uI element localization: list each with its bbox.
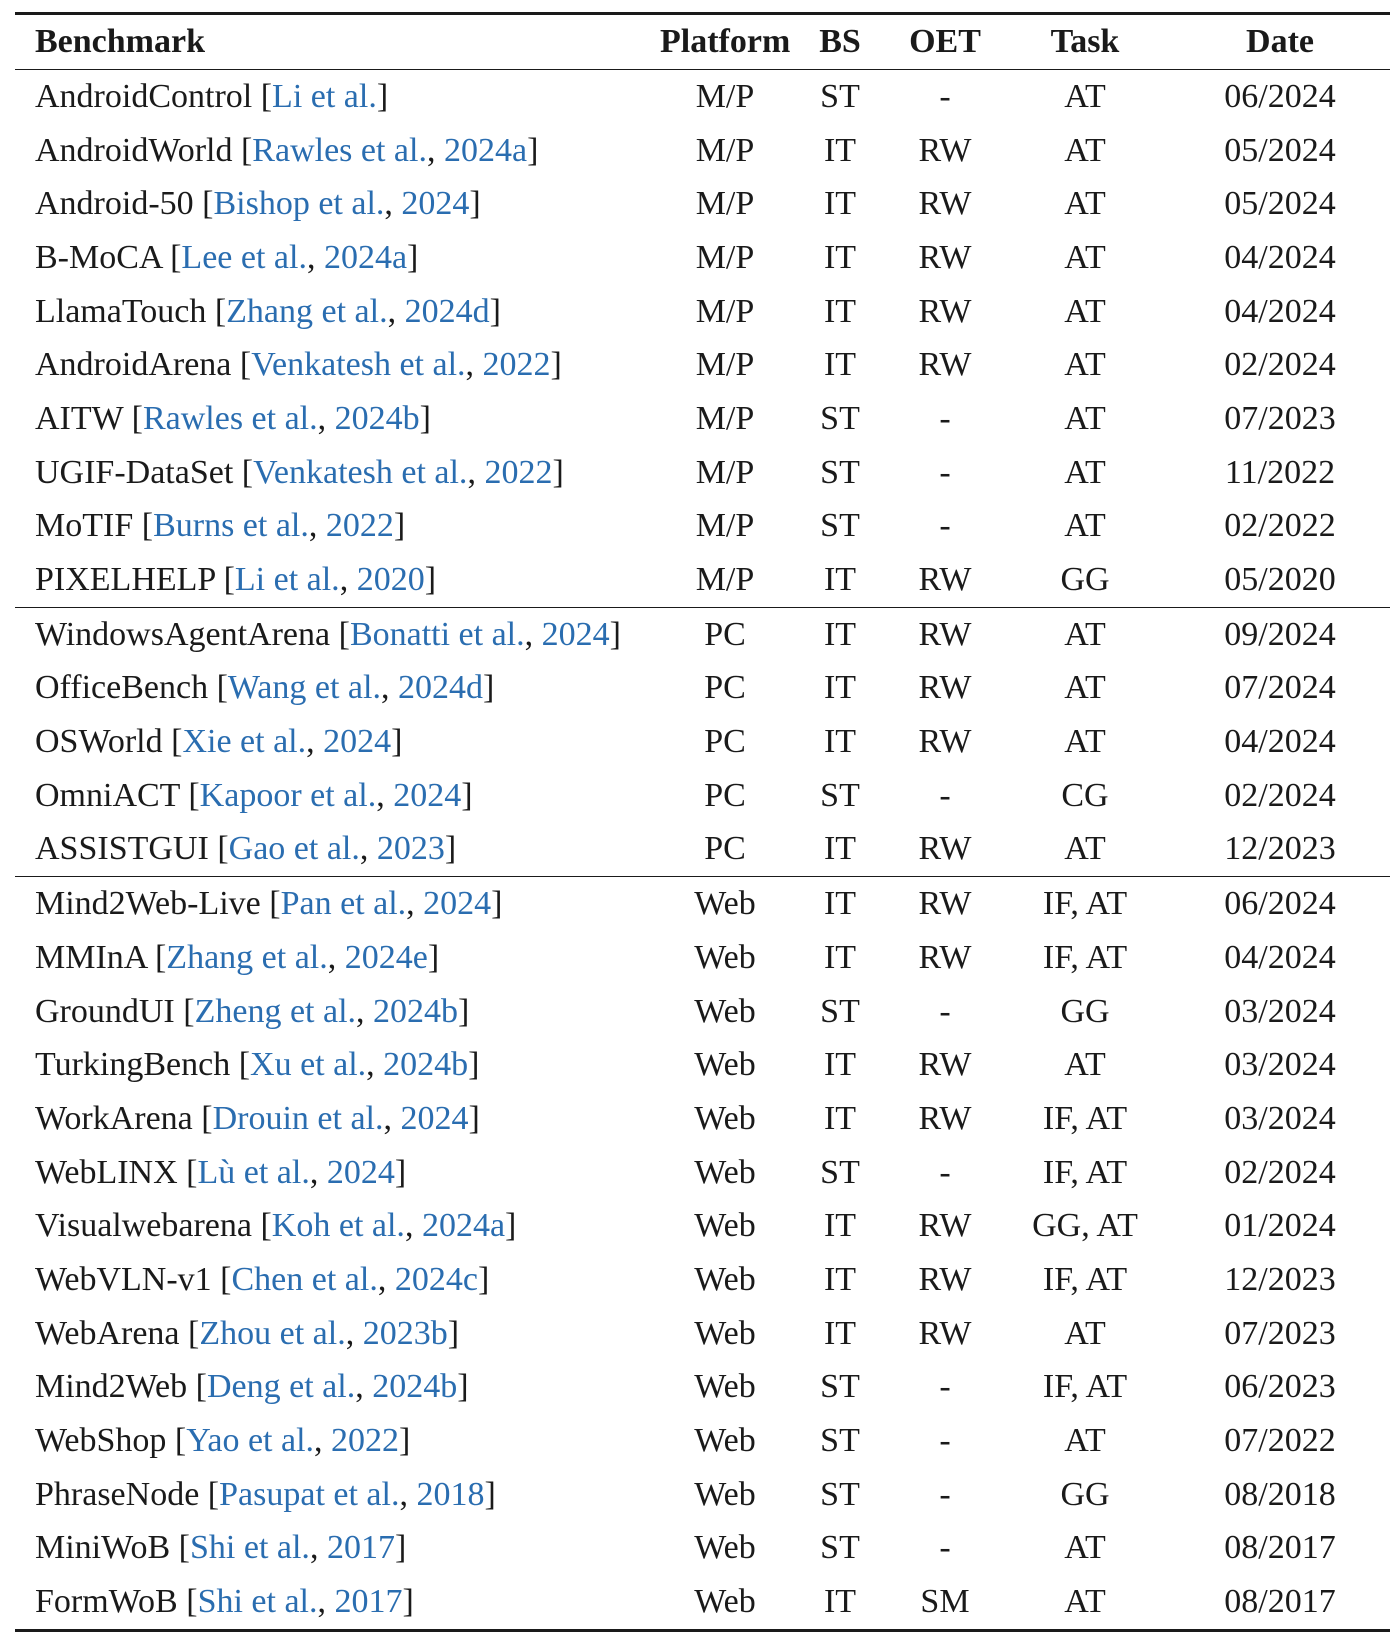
oet-cell: SM xyxy=(890,1575,1000,1630)
date-cell: 07/2024 xyxy=(1224,669,1336,707)
benchmark-name: LlamaTouch xyxy=(35,292,207,330)
bs-cell: ST xyxy=(820,77,860,115)
platform-cell: M/P xyxy=(695,346,755,384)
platform-cell: Web xyxy=(660,1575,790,1630)
table-row xyxy=(15,70,1390,124)
benchmark-name: WebShop xyxy=(35,1422,167,1460)
date-cell: 03/2024 xyxy=(1224,1099,1336,1137)
task-cell: GG xyxy=(1060,1475,1110,1513)
table-row xyxy=(15,662,1390,716)
task-cell: IF, AT xyxy=(1042,938,1128,976)
benchmark-name: PIXELHELP xyxy=(35,561,216,599)
bs-cell: IT xyxy=(823,1099,857,1137)
citation-author-link[interactable]: Deng et al. xyxy=(206,1368,356,1406)
bs-cell: IT xyxy=(823,669,857,707)
task-cell: AT xyxy=(1064,615,1106,653)
date-cell: 04/2024 xyxy=(1224,292,1336,330)
table-row xyxy=(15,607,1390,661)
oet-cell: RW xyxy=(918,938,972,976)
platform-cell: Web xyxy=(694,1099,756,1137)
benchmark-cell: LlamaTouch [Zhang et al., 2024d] xyxy=(35,292,501,330)
benchmark-cell: B-MoCA [Lee et al., 2024a] xyxy=(35,238,419,276)
benchmark-name: TurkingBench xyxy=(35,1046,231,1084)
benchmark-name: MMInA xyxy=(35,938,147,976)
benchmark-name: MoTIF xyxy=(35,507,134,545)
benchmark-name: Mind2Web xyxy=(35,1368,188,1406)
benchmark-cell: AndroidArena [Venkatesh et al., 2022] xyxy=(35,346,562,384)
citation-author-link[interactable]: Lù et al. xyxy=(197,1153,310,1191)
benchmark-cell: Visualwebarena [Koh et al., 2024a] xyxy=(35,1207,517,1245)
oet-cell: RW xyxy=(918,346,972,384)
benchmark-cell: OfficeBench [Wang et al., 2024d] xyxy=(35,669,495,707)
date-cell: 03/2024 xyxy=(1224,992,1336,1030)
platform-cell: Web xyxy=(694,1153,756,1191)
date-cell: 04/2024 xyxy=(1224,938,1336,976)
benchmark-cell: PIXELHELP [Li et al., 2020] xyxy=(15,553,660,607)
benchmark-cell: WebShop [Yao et al., 2022] xyxy=(35,1422,411,1460)
oet-cell: - xyxy=(939,453,951,491)
citation-author-link[interactable]: Bonatti et al. xyxy=(349,615,525,653)
citation-year-link[interactable]: 2022 xyxy=(484,453,553,491)
table-row xyxy=(15,1307,1390,1361)
table-row xyxy=(15,1414,1390,1468)
platform-cell: Web xyxy=(694,1207,756,1245)
citation-author-link[interactable]: Yao et al. xyxy=(186,1422,315,1460)
oet-cell: - xyxy=(939,507,951,545)
citation-author-link[interactable]: Drouin et al. xyxy=(212,1099,384,1137)
benchmark-cell: Android-50 [Bishop et al., 2024] xyxy=(35,185,481,223)
date-cell: 11/2022 xyxy=(1224,453,1336,491)
citation-year-link[interactable]: 2022 xyxy=(331,1422,400,1460)
bs-cell: IT xyxy=(823,1046,857,1084)
table-row xyxy=(15,285,1390,339)
date-cell: 07/2023 xyxy=(1224,1314,1336,1352)
benchmark-name: OfficeBench xyxy=(35,669,209,707)
task-cell: AT xyxy=(1064,723,1106,761)
citation-year-link[interactable]: 2024d xyxy=(404,292,490,330)
citation-author-link[interactable]: Zheng et al. xyxy=(194,992,357,1030)
benchmark-name: WebVLN-v1 xyxy=(35,1260,212,1298)
citation-year-link[interactable]: 2024a xyxy=(421,1207,506,1245)
platform-cell: PC xyxy=(704,669,746,707)
citation-year-link[interactable]: 2024b xyxy=(334,399,420,437)
bs-cell: ST xyxy=(820,1368,860,1406)
date-cell: 07/2023 xyxy=(1224,399,1336,437)
benchmark-name: WindowsAgentArena xyxy=(35,615,331,653)
citation-author-link[interactable]: Venkatesh et al. xyxy=(253,453,468,491)
bs-cell: IT xyxy=(823,885,857,923)
table-row xyxy=(15,877,1390,931)
task-cell: AT xyxy=(1064,669,1106,707)
oet-cell: RW xyxy=(918,669,972,707)
citation-year-link[interactable]: 2024 xyxy=(541,615,610,653)
platform-cell: M/P xyxy=(695,292,755,330)
oet-cell: RW xyxy=(918,238,972,276)
benchmark-cell: Mind2Web [Deng et al., 2024b] xyxy=(35,1368,469,1406)
task-cell: AT xyxy=(1064,1314,1106,1352)
benchmark-cell: PhraseNode [Pasupat et al., 2018] xyxy=(35,1475,496,1513)
date-cell: 06/2024 xyxy=(1224,885,1336,923)
task-cell: GG, AT xyxy=(1032,1207,1138,1245)
benchmark-cell: OSWorld [Xie et al., 2024] xyxy=(35,723,403,761)
citation-year-link[interactable]: 2020 xyxy=(356,561,425,599)
oet-cell: - xyxy=(939,776,951,814)
platform-cell: Web xyxy=(694,1422,756,1460)
table-row xyxy=(15,500,1390,554)
bs-cell: IT xyxy=(823,346,857,384)
date-cell: 07/2022 xyxy=(1224,1422,1336,1460)
date-cell: 04/2024 xyxy=(1224,238,1336,276)
benchmark-cell: UGIF-DataSet [Venkatesh et al., 2022] xyxy=(35,453,564,491)
date-cell: 08/2017 xyxy=(1170,1575,1390,1630)
oet-cell: RW xyxy=(918,292,972,330)
platform-cell: PC xyxy=(660,823,790,877)
table-header-row xyxy=(15,14,1390,70)
benchmark-name: PhraseNode xyxy=(35,1475,200,1513)
oet-cell: RW xyxy=(918,1314,972,1352)
citation-year-link[interactable]: 2023b xyxy=(362,1314,448,1352)
header-task: Task xyxy=(1050,23,1120,60)
task-cell: AT xyxy=(1064,1046,1106,1084)
benchmark-name: Visualwebarena xyxy=(35,1207,252,1245)
date-cell: 01/2024 xyxy=(1224,1207,1336,1245)
task-cell: AT xyxy=(1064,507,1106,545)
table-row xyxy=(15,446,1390,500)
table-row xyxy=(15,1092,1390,1146)
citation-year-link[interactable]: 2024 xyxy=(393,776,462,814)
benchmark-name: WebLINX xyxy=(35,1153,178,1191)
citation-year-link[interactable]: 2017 xyxy=(326,1529,395,1567)
citation-year-link[interactable]: 2024a xyxy=(443,131,528,169)
oet-cell: RW xyxy=(918,615,972,653)
date-cell: 02/2022 xyxy=(1224,507,1336,545)
date-cell: 03/2024 xyxy=(1224,1046,1336,1084)
citation-author-link[interactable]: Gao et al. xyxy=(228,830,360,868)
platform-cell: M/P xyxy=(695,453,755,491)
table-body xyxy=(15,70,1390,1631)
benchmark-name: Android-50 xyxy=(35,185,194,223)
oet-cell: RW xyxy=(918,1260,972,1298)
table-row xyxy=(15,715,1390,769)
platform-cell: M/P xyxy=(695,77,755,115)
platform-cell: Web xyxy=(694,1046,756,1084)
table-row xyxy=(15,1199,1390,1253)
citation-author-link[interactable]: Rawles et al. xyxy=(142,399,318,437)
oet-cell: - xyxy=(939,399,951,437)
task-cell: IF, AT xyxy=(1042,885,1128,923)
benchmark-name: WebArena xyxy=(35,1314,180,1352)
platform-cell: M/P xyxy=(695,399,755,437)
header-benchmark: Benchmark xyxy=(35,23,205,60)
table-row xyxy=(15,1522,1390,1576)
task-cell: AT xyxy=(1064,131,1106,169)
task-cell: AT xyxy=(1064,77,1106,115)
date-cell: 05/2024 xyxy=(1224,185,1336,223)
task-cell: GG xyxy=(1060,992,1110,1030)
benchmark-name: OSWorld xyxy=(35,723,163,761)
citation-year-link[interactable]: 2024b xyxy=(383,1046,469,1084)
benchmark-name: WorkArena xyxy=(35,1099,193,1137)
task-cell: AT xyxy=(1064,185,1106,223)
platform-cell: M/P xyxy=(695,131,755,169)
oet-cell: - xyxy=(939,77,951,115)
date-cell: 05/2024 xyxy=(1224,131,1336,169)
benchmark-cell: WebVLN-v1 [Chen et al., 2024c] xyxy=(35,1260,490,1298)
benchmark-name: UGIF-DataSet xyxy=(35,453,234,491)
benchmark-cell: WebLINX [Lù et al., 2024] xyxy=(35,1153,407,1191)
benchmark-cell: GroundUI [Zheng et al., 2024b] xyxy=(35,992,470,1030)
platform-cell: PC xyxy=(704,723,746,761)
citation-year-link[interactable]: 2024b xyxy=(372,1368,458,1406)
platform-cell: Web xyxy=(694,1475,756,1513)
benchmark-cell: MMInA [Zhang et al., 2024e] xyxy=(35,938,440,976)
platform-cell: Web xyxy=(694,1529,756,1567)
benchmark-cell: AndroidControl [Li et al.] xyxy=(35,77,389,115)
table-row xyxy=(15,823,1390,877)
platform-cell: M/P xyxy=(695,185,755,223)
citation-year-link[interactable]: 2024 xyxy=(401,185,470,223)
benchmark-name: ASSISTGUI xyxy=(35,830,209,868)
oet-cell: RW xyxy=(918,185,972,223)
citation-author-link[interactable]: Venkatesh et al. xyxy=(251,346,466,384)
oet-cell: - xyxy=(939,1529,951,1567)
platform-cell: Web xyxy=(694,1314,756,1352)
benchmark-cell: WorkArena [Drouin et al., 2024] xyxy=(35,1099,480,1137)
citation-author-link[interactable]: Zhang et al. xyxy=(166,938,328,976)
task-cell: AT xyxy=(1064,1422,1106,1460)
citation-year-link[interactable]: 2024c xyxy=(394,1260,478,1298)
oet-cell: RW xyxy=(890,823,1000,877)
citation-year-link[interactable]: 2024 xyxy=(423,885,492,923)
bs-cell: IT xyxy=(790,1575,890,1630)
citation-year-link[interactable]: 2024 xyxy=(323,723,392,761)
citation-author-link[interactable]: Shi et al. xyxy=(190,1529,310,1567)
task-cell: IF, AT xyxy=(1042,1368,1128,1406)
task-cell: IF, AT xyxy=(1042,1153,1128,1191)
date-cell: 12/2023 xyxy=(1224,1260,1336,1298)
citation-author-link[interactable]: Xu et al. xyxy=(250,1046,367,1084)
table-row xyxy=(15,931,1390,985)
benchmark-cell: MoTIF [Burns et al., 2022] xyxy=(35,507,406,545)
citation-year-link[interactable]: 2024 xyxy=(400,1099,469,1137)
benchmark-table xyxy=(15,12,1390,1632)
task-cell: AT xyxy=(1000,823,1170,877)
bs-cell: IT xyxy=(790,553,890,607)
citation-author-link[interactable]: Pasupat et al. xyxy=(219,1475,400,1513)
citation-author-link[interactable]: Shi et al. xyxy=(197,1583,318,1621)
oet-cell: - xyxy=(939,992,951,1030)
bs-cell: ST xyxy=(820,992,860,1030)
header-bs: BS xyxy=(819,23,861,60)
citation-author-link[interactable]: Bishop et al. xyxy=(213,185,385,223)
benchmark-name: AITW xyxy=(35,399,124,437)
oet-cell: RW xyxy=(890,553,1000,607)
benchmark-name: B-MoCA xyxy=(35,238,162,276)
benchmark-cell: Mind2Web-Live [Pan et al., 2024] xyxy=(35,885,503,923)
table-row xyxy=(15,1253,1390,1307)
date-cell: 08/2018 xyxy=(1224,1475,1336,1513)
citation-author-link[interactable]: Li et al. xyxy=(272,77,377,115)
benchmark-cell: OmniACT [Kapoor et al., 2024] xyxy=(35,776,473,814)
citation-author-link[interactable]: Chen et al. xyxy=(231,1260,378,1298)
task-cell: IF, AT xyxy=(1042,1099,1128,1137)
benchmark-cell: AndroidWorld [Rawles et al., 2024a] xyxy=(35,131,539,169)
table-row xyxy=(15,1146,1390,1200)
task-cell: AT xyxy=(1000,1575,1170,1630)
header-date: Date xyxy=(1246,23,1314,60)
header-platform: Platform xyxy=(660,23,791,60)
date-cell: 06/2023 xyxy=(1224,1368,1336,1406)
date-cell: 08/2017 xyxy=(1224,1529,1336,1567)
bs-cell: IT xyxy=(790,823,890,877)
citation-year-link[interactable]: 2024b xyxy=(373,992,459,1030)
benchmark-cell: TurkingBench [Xu et al., 2024b] xyxy=(35,1046,480,1084)
benchmark-name: Mind2Web-Live xyxy=(35,885,261,923)
date-cell: 09/2024 xyxy=(1224,615,1336,653)
platform-cell: Web xyxy=(694,885,756,923)
table-row xyxy=(15,985,1390,1039)
task-cell: IF, AT xyxy=(1042,1260,1128,1298)
oet-cell: - xyxy=(939,1368,951,1406)
table-row xyxy=(15,231,1390,285)
table-row xyxy=(15,1468,1390,1522)
task-cell: GG xyxy=(1000,553,1170,607)
citation-author-link[interactable]: Lee et al. xyxy=(181,238,307,276)
citation-author-link[interactable]: Kapoor et al. xyxy=(199,776,377,814)
benchmark-name: OmniACT xyxy=(35,776,180,814)
bs-cell: ST xyxy=(820,776,860,814)
task-cell: CG xyxy=(1061,776,1109,814)
task-cell: AT xyxy=(1064,346,1106,384)
bs-cell: ST xyxy=(820,1153,860,1191)
oet-cell: - xyxy=(939,1153,951,1191)
platform-cell: M/P xyxy=(695,238,755,276)
task-cell: AT xyxy=(1064,292,1106,330)
oet-cell: RW xyxy=(918,723,972,761)
benchmark-name: MiniWoB xyxy=(35,1529,171,1567)
benchmark-name: AndroidArena xyxy=(35,346,232,384)
oet-cell: RW xyxy=(918,1099,972,1137)
citation-year-link[interactable]: 2018 xyxy=(416,1475,485,1513)
bs-cell: IT xyxy=(823,938,857,976)
bs-cell: IT xyxy=(823,1207,857,1245)
platform-cell: M/P xyxy=(695,507,755,545)
citation-author-link[interactable]: Pan et al. xyxy=(280,885,407,923)
table-row xyxy=(15,338,1390,392)
bs-cell: ST xyxy=(820,399,860,437)
task-cell: AT xyxy=(1064,453,1106,491)
date-cell: 02/2024 xyxy=(1224,346,1336,384)
citation-author-link[interactable]: Li et al. xyxy=(234,561,340,599)
date-cell: 02/2024 xyxy=(1224,776,1336,814)
task-cell: AT xyxy=(1064,1529,1106,1567)
benchmark-name: FormWoB xyxy=(35,1583,178,1621)
task-cell: AT xyxy=(1064,399,1106,437)
bs-cell: IT xyxy=(823,185,857,223)
task-cell: AT xyxy=(1064,238,1106,276)
citation-year-link[interactable]: 2023 xyxy=(376,830,445,868)
platform-cell: M/P xyxy=(660,553,790,607)
citation-author-link[interactable]: Zhou et al. xyxy=(199,1314,346,1352)
benchmark-name: AndroidWorld xyxy=(35,131,233,169)
citation-author-link[interactable]: Koh et al. xyxy=(271,1207,405,1245)
table-row xyxy=(15,1361,1390,1415)
oet-cell: RW xyxy=(918,1207,972,1245)
citation-year-link[interactable]: 2022 xyxy=(325,507,394,545)
date-cell: 12/2023 xyxy=(1170,823,1390,877)
header-oet: OET xyxy=(909,23,981,60)
oet-cell: RW xyxy=(918,131,972,169)
bs-cell: IT xyxy=(823,615,857,653)
bs-cell: IT xyxy=(823,723,857,761)
citation-author-link[interactable]: Wang et al. xyxy=(227,669,381,707)
bs-cell: IT xyxy=(823,292,857,330)
table-row xyxy=(15,769,1390,823)
citation-year-link[interactable]: 2022 xyxy=(482,346,551,384)
table-row xyxy=(15,392,1390,446)
citation-year-link[interactable]: 2024 xyxy=(326,1153,395,1191)
citation-author-link[interactable]: Rawles et al. xyxy=(252,131,427,169)
bs-cell: IT xyxy=(823,131,857,169)
table-row xyxy=(15,553,1390,607)
oet-cell: - xyxy=(939,1422,951,1460)
bs-cell: ST xyxy=(820,1529,860,1567)
bs-cell: ST xyxy=(820,1475,860,1513)
citation-year-link[interactable]: 2024d xyxy=(397,669,483,707)
bs-cell: ST xyxy=(820,453,860,491)
benchmark-cell: FormWoB [Shi et al., 2017] xyxy=(15,1575,660,1630)
benchmark-cell: ASSISTGUI [Gao et al., 2023] xyxy=(15,823,660,877)
citation-author-link[interactable]: Burns et al. xyxy=(153,507,309,545)
platform-cell: Web xyxy=(694,992,756,1030)
table-row xyxy=(15,177,1390,231)
benchmark-name: GroundUI xyxy=(35,992,175,1030)
date-cell: 04/2024 xyxy=(1224,723,1336,761)
benchmark-cell: MiniWoB [Shi et al., 2017] xyxy=(35,1529,407,1567)
oet-cell: RW xyxy=(918,1046,972,1084)
oet-cell: RW xyxy=(918,885,972,923)
table-row xyxy=(15,1038,1390,1092)
date-cell: 06/2024 xyxy=(1224,77,1336,115)
oet-cell: - xyxy=(939,1475,951,1513)
citation-author-link[interactable]: Zhang et al. xyxy=(226,292,388,330)
benchmark-cell: AITW [Rawles et al., 2024b] xyxy=(35,399,431,437)
citation-year-link[interactable]: 2017 xyxy=(334,1583,403,1621)
bs-cell: IT xyxy=(823,1260,857,1298)
benchmark-name: AndroidControl xyxy=(35,77,253,115)
date-cell: 02/2024 xyxy=(1224,1153,1336,1191)
bs-cell: ST xyxy=(820,1422,860,1460)
date-cell: 05/2020 xyxy=(1170,553,1390,607)
citation-author-link[interactable]: Xie et al. xyxy=(182,723,307,761)
bs-cell: ST xyxy=(820,507,860,545)
bs-cell: IT xyxy=(823,238,857,276)
benchmark-cell: WindowsAgentArena [Bonatti et al., 2024] xyxy=(35,615,621,653)
platform-cell: Web xyxy=(694,938,756,976)
citation-year-link[interactable]: 2024a xyxy=(323,238,408,276)
platform-cell: PC xyxy=(704,615,746,653)
table-row xyxy=(15,1575,1390,1630)
table-row xyxy=(15,124,1390,178)
platform-cell: PC xyxy=(704,776,746,814)
platform-cell: Web xyxy=(694,1260,756,1298)
platform-cell: Web xyxy=(694,1368,756,1406)
citation-year-link[interactable]: 2024e xyxy=(344,938,428,976)
benchmark-cell: WebArena [Zhou et al., 2023b] xyxy=(35,1314,460,1352)
bs-cell: IT xyxy=(823,1314,857,1352)
